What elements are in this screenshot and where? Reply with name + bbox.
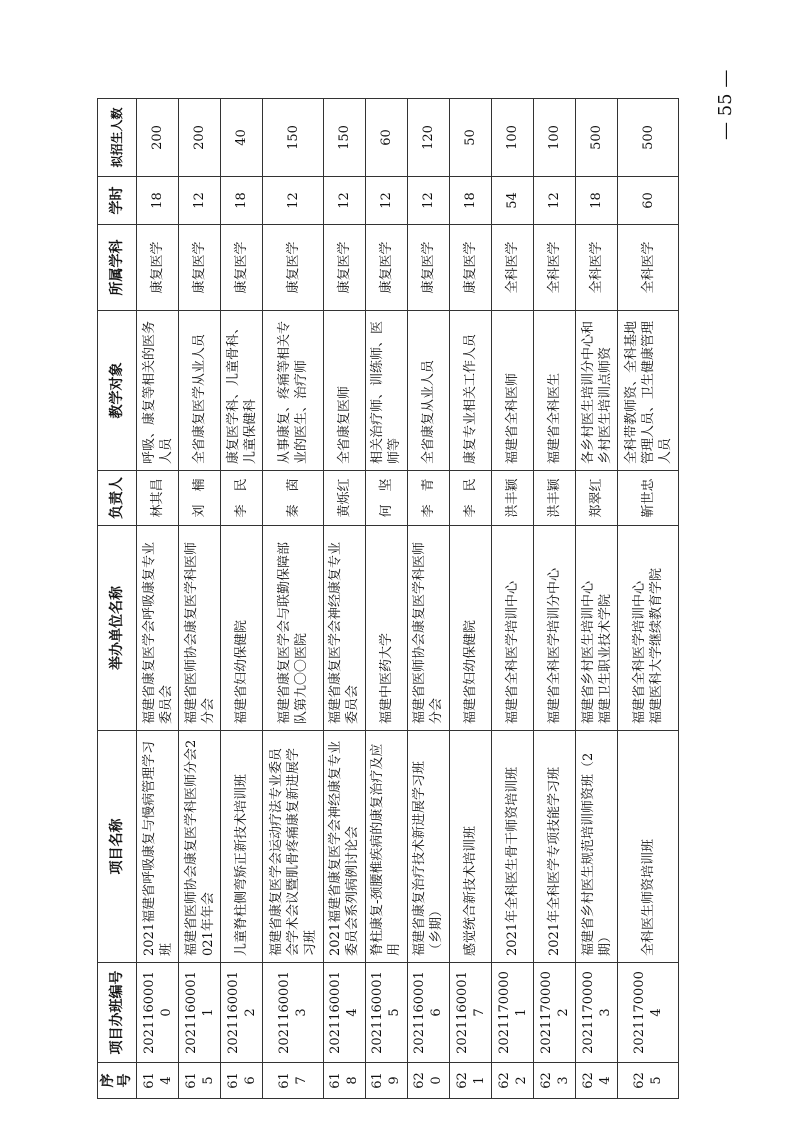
- cell-name: 全科医生师资培训班: [618, 731, 679, 963]
- cell-org: 福建省医师协会康复医学科医师分会: [407, 526, 449, 731]
- cell-name: 脊柱康复-颈腰椎疾病的康复治疗及应用: [365, 731, 407, 963]
- cell-code: 20211600016: [407, 963, 449, 1063]
- cell-code: 20211700001: [492, 963, 534, 1063]
- cell-seq: 621: [450, 1063, 492, 1099]
- table-header-row: [98, 99, 137, 1099]
- cell-seq: 622: [492, 1063, 534, 1099]
- cell-hours: 54: [492, 177, 534, 225]
- cell-name: 2021福建省康复医学会神经康复专业委员会系列病例讨论会: [323, 731, 365, 963]
- cell-leader: 李 青: [407, 471, 449, 526]
- cell-org: 福建省全科医学培训分中心: [534, 526, 576, 731]
- table-row: [534, 99, 576, 1099]
- table-row: [263, 99, 323, 1099]
- cell-code: 20211600015: [365, 963, 407, 1063]
- cell-seq: 615: [179, 1063, 221, 1099]
- cell-org: 福建省康复医学会呼吸康复专业委员会: [137, 526, 179, 731]
- table-body: [137, 99, 679, 1099]
- cell-hours: 12: [407, 177, 449, 225]
- cell-hours: 60: [618, 177, 679, 225]
- cell-code: 20211600010: [137, 963, 179, 1063]
- cell-hours: 12: [365, 177, 407, 225]
- table-row: [407, 99, 449, 1099]
- cell-seq: 619: [365, 1063, 407, 1099]
- cell-seq: 625: [618, 1063, 679, 1099]
- header-leader: 负责人: [98, 471, 137, 526]
- cell-org: 福建省康复医学会神经康复专业委员会: [323, 526, 365, 731]
- cell-org: 福建省医师协会康复医学科医师分会: [179, 526, 221, 731]
- cell-leader: 刘 楠: [179, 471, 221, 526]
- cell-leader: 郑翠红: [576, 471, 618, 526]
- table-row: [618, 99, 679, 1099]
- page-number: [706, 69, 746, 140]
- page-number-text: — 55 —: [715, 69, 736, 140]
- cell-leader: 洪丰颖: [492, 471, 534, 526]
- cell-seq: 624: [576, 1063, 618, 1099]
- header-target: 教学对象: [98, 311, 137, 471]
- cell-name: 2021年全科医生骨干师资培训班: [492, 731, 534, 963]
- table-row: [137, 99, 179, 1099]
- cell-hours: 12: [263, 177, 323, 225]
- header-code: 项目办班编号: [98, 963, 137, 1063]
- cell-target: 康复专业相关工作人员: [450, 311, 492, 471]
- cell-seq: 614: [137, 1063, 179, 1099]
- cell-subject: 康复医学: [137, 225, 179, 311]
- cell-target: 福建省全科医师: [492, 311, 534, 471]
- header-name: 项目名称: [98, 731, 137, 963]
- rotated-table-container: [97, 99, 679, 1099]
- cell-quota: 150: [263, 99, 323, 177]
- header-hours: 学时: [98, 177, 137, 225]
- cell-quota: 120: [407, 99, 449, 177]
- cell-code: 20211600013: [263, 963, 323, 1063]
- header-seq: 序号: [98, 1063, 137, 1099]
- cell-seq: 617: [263, 1063, 323, 1099]
- header-subject: 所属学科: [98, 225, 137, 311]
- cell-leader: 李 民: [450, 471, 492, 526]
- cell-code: 20211700004: [618, 963, 679, 1063]
- cell-quota: 150: [323, 99, 365, 177]
- cell-hours: 12: [534, 177, 576, 225]
- cell-org: 福建省乡村医生培训中心 福建卫生职业技术学院: [576, 526, 618, 731]
- cell-hours: 12: [323, 177, 365, 225]
- cell-subject: 全科医学: [618, 225, 679, 311]
- cell-target: 全省康复医师: [323, 311, 365, 471]
- cell-target: 康复医学科、儿童骨科、儿童保健科: [221, 311, 263, 471]
- cell-seq: 616: [221, 1063, 263, 1099]
- cell-name: 福建省乡村医生规范培训师资班（2期）: [576, 731, 618, 963]
- cell-leader: 林其昌: [137, 471, 179, 526]
- cell-subject: 康复医学: [263, 225, 323, 311]
- cell-quota: 500: [618, 99, 679, 177]
- cell-hours: 18: [450, 177, 492, 225]
- cell-target: 福建省全科医生: [534, 311, 576, 471]
- cell-quota: 50: [450, 99, 492, 177]
- cell-target: 相关治疗师、训练师、医师等: [365, 311, 407, 471]
- cell-name: 2021福建省呼吸康复与慢病管理学习班: [137, 731, 179, 963]
- cell-org: 福建省妇幼保健院: [221, 526, 263, 731]
- cell-subject: 康复医学: [365, 225, 407, 311]
- cell-subject: 康复医学: [179, 225, 221, 311]
- cell-leader: 秦 茵: [263, 471, 323, 526]
- training-course-table: [97, 98, 679, 1099]
- cell-target: 全省康复医学从业人员: [179, 311, 221, 471]
- cell-hours: 12: [179, 177, 221, 225]
- cell-quota: 500: [576, 99, 618, 177]
- cell-name: 2021年全科医学专项技能学习班: [534, 731, 576, 963]
- table-row: [365, 99, 407, 1099]
- table-row: [492, 99, 534, 1099]
- cell-seq: 620: [407, 1063, 449, 1099]
- table-row: [576, 99, 618, 1099]
- cell-subject: 康复医学: [450, 225, 492, 311]
- header-quota: 拟招生人数: [98, 99, 137, 177]
- cell-target: 各乡村医生培训分中心和乡村医生培训点师资: [576, 311, 618, 471]
- cell-leader: 洪丰颖: [534, 471, 576, 526]
- cell-subject: 全科医学: [534, 225, 576, 311]
- cell-seq: 623: [534, 1063, 576, 1099]
- cell-target: 从事康复、疼痛等相关专业的医生、治疗师: [263, 311, 323, 471]
- cell-leader: 李 民: [221, 471, 263, 526]
- cell-name: 福建省康复医学会运动疗法专业委员会学术会议暨肌骨疼痛康复新进展学习班: [263, 731, 323, 963]
- cell-leader: 黄烁红: [323, 471, 365, 526]
- table-row: [179, 99, 221, 1099]
- table-row: [450, 99, 492, 1099]
- cell-subject: 康复医学: [221, 225, 263, 311]
- cell-subject: 康复医学: [323, 225, 365, 311]
- cell-code: 20211700003: [576, 963, 618, 1063]
- cell-org: 福建省康复医学会与联勤保障部队第九〇〇医院: [263, 526, 323, 731]
- cell-quota: 100: [492, 99, 534, 177]
- cell-code: 20211600014: [323, 963, 365, 1063]
- header-org: 举办单位名称: [98, 526, 137, 731]
- cell-code: 20211600017: [450, 963, 492, 1063]
- table-row: [323, 99, 365, 1099]
- cell-org: 福建中医药大学: [365, 526, 407, 731]
- cell-org: 福建省全科医学培训中心: [492, 526, 534, 731]
- table-row: [221, 99, 263, 1099]
- cell-leader: 靳世忠: [618, 471, 679, 526]
- cell-name: 福建省医师协会康复医学科医师分会2021年年会: [179, 731, 221, 963]
- cell-code: 20211600011: [179, 963, 221, 1063]
- cell-quota: 100: [534, 99, 576, 177]
- cell-seq: 618: [323, 1063, 365, 1099]
- cell-code: 20211600012: [221, 963, 263, 1063]
- cell-code: 20211700002: [534, 963, 576, 1063]
- cell-quota: 200: [179, 99, 221, 177]
- cell-quota: 200: [137, 99, 179, 177]
- cell-name: 福建省康复治疗技术新进展学习班（乡期）: [407, 731, 449, 963]
- cell-subject: 康复医学: [407, 225, 449, 311]
- cell-quota: 40: [221, 99, 263, 177]
- cell-org: 福建省全科医学培训中心 福建医科大学继续教育学院: [618, 526, 679, 731]
- cell-subject: 全科医学: [492, 225, 534, 311]
- cell-subject: 全科医学: [576, 225, 618, 311]
- cell-target: 全省康复从业人员: [407, 311, 449, 471]
- cell-hours: 18: [221, 177, 263, 225]
- cell-target: 呼吸、康复等相关的医务人员: [137, 311, 179, 471]
- cell-leader: 何 坚: [365, 471, 407, 526]
- cell-name: 儿童脊柱侧弯矫正新技术培训班: [221, 731, 263, 963]
- cell-quota: 60: [365, 99, 407, 177]
- cell-org: 福建省妇幼保健院: [450, 526, 492, 731]
- cell-hours: 18: [576, 177, 618, 225]
- cell-name: 感觉统合新技术培训班: [450, 731, 492, 963]
- cell-hours: 18: [137, 177, 179, 225]
- cell-target: 全科带教师资、全科基地管理人员、卫生健康管理人员: [618, 311, 679, 471]
